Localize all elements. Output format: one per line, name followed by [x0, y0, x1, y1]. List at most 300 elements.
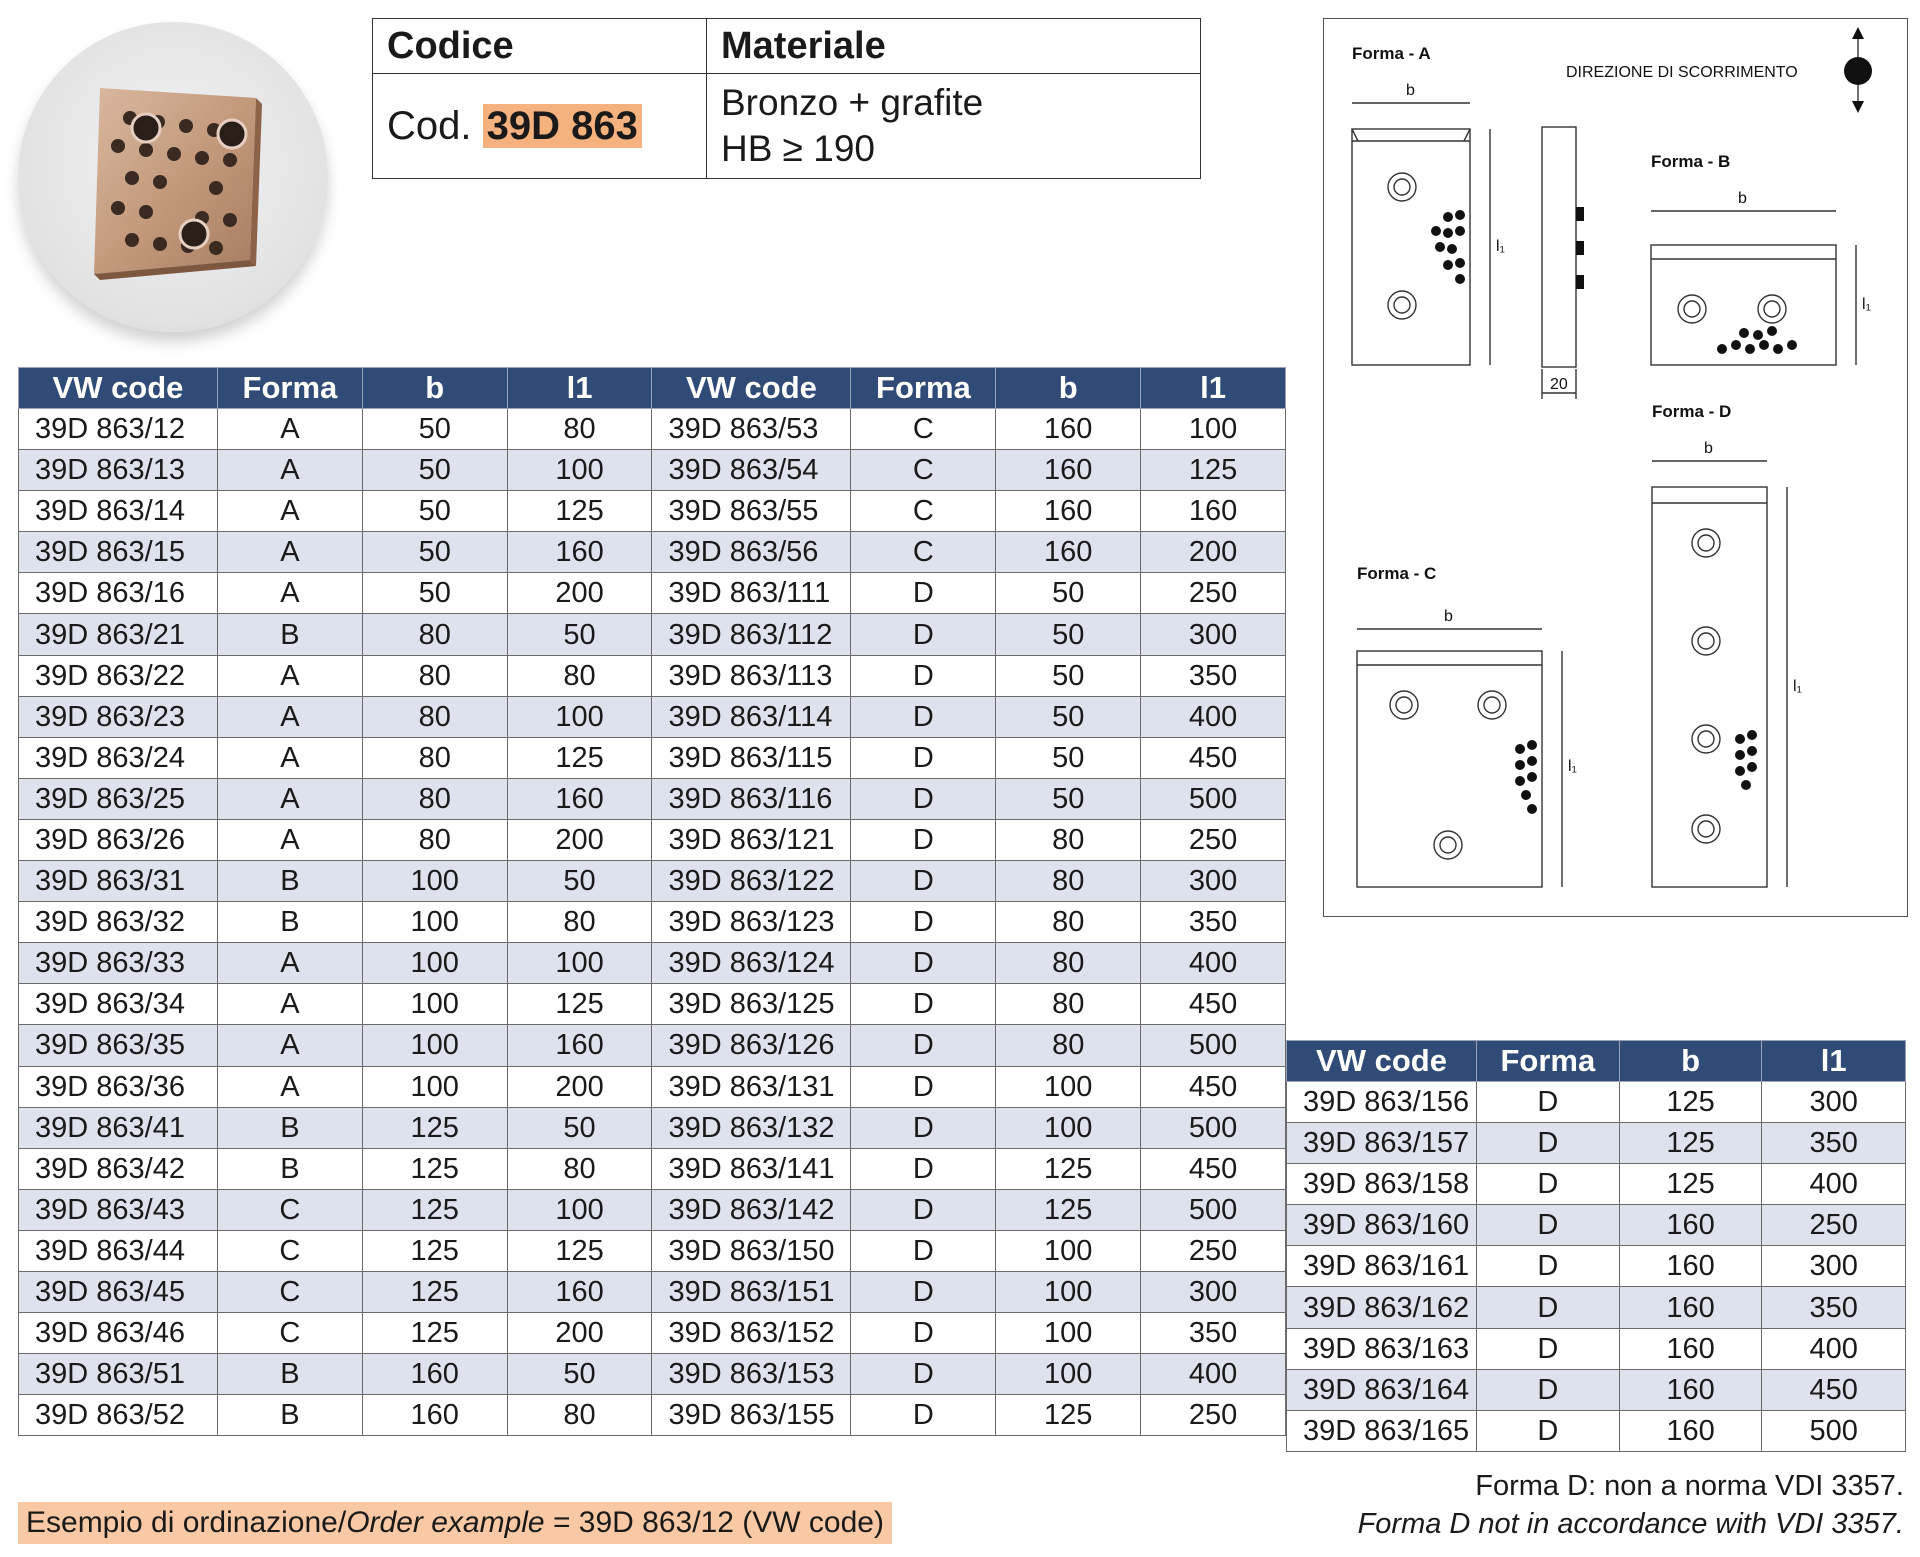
l1-cell: 160	[1141, 491, 1286, 532]
l1-cell: 125	[507, 491, 652, 532]
vw-code-cell: 39D 863/23	[19, 696, 218, 737]
l1-cell: 160	[507, 1271, 652, 1312]
l1-cell: 450	[1141, 737, 1286, 778]
l1-cell: 450	[1141, 1066, 1286, 1107]
b-cell: 160	[1619, 1328, 1762, 1369]
order-prefix: Esempio di ordinazione/	[26, 1506, 347, 1539]
dim-b-a: b	[1406, 82, 1415, 99]
vw-code-cell: 39D 863/14	[19, 491, 218, 532]
forma-cell: D	[851, 861, 996, 902]
b-cell: 160	[1619, 1410, 1762, 1451]
col-b: b	[362, 368, 507, 409]
l1-cell: 200	[507, 1313, 652, 1354]
b-cell: 50	[996, 655, 1141, 696]
l1-cell: 50	[507, 1354, 652, 1395]
vw-code-cell: 39D 863/126	[652, 1025, 851, 1066]
table-row	[19, 819, 1286, 860]
forma-cell: D	[1476, 1164, 1619, 1205]
vw-code-cell: 39D 863/36	[19, 1066, 218, 1107]
l1-cell: 80	[507, 1148, 652, 1189]
material-line2: HB ≥ 190	[721, 128, 875, 169]
l1-cell: 80	[507, 1395, 652, 1436]
forma-cell: D	[851, 1025, 996, 1066]
table-row	[19, 984, 1286, 1025]
b-cell: 50	[996, 778, 1141, 819]
b-cell: 50	[362, 573, 507, 614]
b-cell: 160	[996, 532, 1141, 573]
vw-code-cell: 39D 863/32	[19, 902, 218, 943]
l1-cell: 350	[1141, 1313, 1286, 1354]
cod-prefix: Cod.	[387, 103, 472, 148]
l1-cell: 200	[507, 1066, 652, 1107]
l1-cell: 125	[1141, 450, 1286, 491]
l1-cell: 125	[507, 737, 652, 778]
b-cell: 50	[996, 573, 1141, 614]
l1-cell: 400	[1762, 1164, 1906, 1205]
forma-cell: C	[851, 491, 996, 532]
l1-cell: 250	[1141, 819, 1286, 860]
vw-code-cell: 39D 863/161	[1287, 1246, 1477, 1287]
vw-code-cell: 39D 863/114	[652, 696, 851, 737]
forma-cell: A	[217, 943, 362, 984]
table-row	[19, 696, 1286, 737]
vw-code-cell: 39D 863/162	[1287, 1287, 1477, 1328]
forma-cell: C	[217, 1313, 362, 1354]
vw-code-cell: 39D 863/33	[19, 943, 218, 984]
forma-c-label: Forma - C	[1357, 564, 1437, 583]
forma-cell: C	[851, 450, 996, 491]
product-info-table	[372, 18, 1201, 179]
b-cell: 100	[362, 943, 507, 984]
l1-cell: 500	[1141, 1025, 1286, 1066]
b-cell: 125	[362, 1313, 507, 1354]
table-row	[19, 902, 1286, 943]
forma-cell: D	[1476, 1369, 1619, 1410]
material-line1: Bronzo + grafite	[721, 82, 984, 123]
vw-code-cell: 39D 863/35	[19, 1025, 218, 1066]
l1-cell: 125	[507, 1230, 652, 1271]
forma-cell: D	[851, 778, 996, 819]
col-forma: Forma	[217, 368, 362, 409]
col-l1: l1	[1762, 1041, 1906, 1082]
product-code-highlight: 39D 863	[483, 104, 642, 148]
l1-cell: 400	[1141, 943, 1286, 984]
vw-code-cell: 39D 863/21	[19, 614, 218, 655]
l1-cell: 300	[1141, 861, 1286, 902]
vw-code-cell: 39D 863/142	[652, 1189, 851, 1230]
table-row	[19, 1395, 1286, 1436]
b-cell: 50	[362, 532, 507, 573]
vw-code-cell: 39D 863/44	[19, 1230, 218, 1271]
table-row	[19, 1025, 1286, 1066]
b-cell: 125	[1619, 1123, 1762, 1164]
table-row	[19, 861, 1286, 902]
vw-code-cell: 39D 863/45	[19, 1271, 218, 1312]
b-cell: 50	[996, 614, 1141, 655]
forma-cell: D	[851, 1107, 996, 1148]
b-cell: 125	[362, 1189, 507, 1230]
b-cell: 80	[996, 819, 1141, 860]
col-l1: l1	[507, 368, 652, 409]
forma-cell: A	[217, 696, 362, 737]
vw-code-cell: 39D 863/151	[652, 1271, 851, 1312]
b-cell: 100	[362, 1066, 507, 1107]
vw-code-cell: 39D 863/164	[1287, 1369, 1477, 1410]
b-cell: 160	[1619, 1287, 1762, 1328]
b-cell: 100	[362, 902, 507, 943]
forms-drawing	[1324, 19, 1907, 916]
l1-cell: 100	[507, 1189, 652, 1230]
vw-code-cell: 39D 863/155	[652, 1395, 851, 1436]
vw-code-cell: 39D 863/132	[652, 1107, 851, 1148]
b-cell: 100	[996, 1066, 1141, 1107]
vw-code-cell: 39D 863/150	[652, 1230, 851, 1271]
product-photo	[18, 22, 328, 332]
b-cell: 80	[362, 819, 507, 860]
l1-cell: 100	[507, 943, 652, 984]
forma-cell: A	[217, 819, 362, 860]
forma-cell: A	[217, 450, 362, 491]
vw-code-cell: 39D 863/41	[19, 1107, 218, 1148]
l1-cell: 250	[1762, 1205, 1906, 1246]
l1-cell: 400	[1141, 696, 1286, 737]
dim-l1-b: l₁	[1862, 296, 1871, 313]
vw-code-cell: 39D 863/121	[652, 819, 851, 860]
forma-cell: D	[851, 1230, 996, 1271]
forma-a-label: Forma - A	[1352, 44, 1431, 63]
b-cell: 100	[362, 1025, 507, 1066]
vw-code-cell: 39D 863/125	[652, 984, 851, 1025]
forma-cell: D	[851, 1395, 996, 1436]
vw-code-cell: 39D 863/15	[19, 532, 218, 573]
forma-cell: D	[851, 1066, 996, 1107]
table-header-row	[1287, 1041, 1906, 1082]
col-forma: Forma	[851, 368, 996, 409]
l1-cell: 100	[507, 696, 652, 737]
l1-cell: 500	[1141, 778, 1286, 819]
table-row	[19, 1313, 1286, 1354]
vw-code-cell: 39D 863/160	[1287, 1205, 1477, 1246]
dim-l1-c: l₁	[1568, 758, 1577, 775]
forma-cell: D	[851, 655, 996, 696]
vw-code-cell: 39D 863/24	[19, 737, 218, 778]
b-cell: 125	[362, 1148, 507, 1189]
forma-cell: D	[1476, 1082, 1619, 1123]
l1-cell: 200	[1141, 532, 1286, 573]
l1-cell: 50	[507, 861, 652, 902]
forma-cell: D	[851, 696, 996, 737]
vw-code-cell: 39D 863/111	[652, 573, 851, 614]
codes-table-extra	[1286, 1040, 1906, 1452]
order-italic: Order example	[346, 1506, 545, 1539]
vw-code-cell: 39D 863/116	[652, 778, 851, 819]
table-row	[1287, 1328, 1906, 1369]
b-cell: 50	[362, 491, 507, 532]
b-cell: 80	[362, 778, 507, 819]
l1-cell: 160	[507, 1025, 652, 1066]
b-cell: 80	[996, 902, 1141, 943]
l1-cell: 300	[1762, 1246, 1906, 1287]
b-cell: 100	[362, 861, 507, 902]
b-cell: 100	[996, 1107, 1141, 1148]
forma-cell: D	[1476, 1328, 1619, 1369]
forma-cell: D	[851, 1271, 996, 1312]
b-cell: 50	[996, 737, 1141, 778]
forma-cell: A	[217, 655, 362, 696]
vw-code-cell: 39D 863/51	[19, 1354, 218, 1395]
l1-cell: 160	[507, 532, 652, 573]
note-english: Forma D not in accordance with VDI 3357.	[1357, 1508, 1904, 1540]
order-value: = 39D 863/12 (VW code)	[544, 1506, 884, 1539]
forma-d-label: Forma - D	[1652, 402, 1732, 421]
vw-code-cell: 39D 863/131	[652, 1066, 851, 1107]
bronze-plate-image	[18, 22, 328, 332]
forma-cell: A	[217, 737, 362, 778]
l1-cell: 50	[507, 614, 652, 655]
b-cell: 50	[996, 696, 1141, 737]
l1-cell: 100	[1141, 409, 1286, 450]
table-row	[19, 532, 1286, 573]
table-row	[1287, 1205, 1906, 1246]
b-cell: 100	[996, 1230, 1141, 1271]
vw-code-cell: 39D 863/46	[19, 1313, 218, 1354]
vw-code-cell: 39D 863/156	[1287, 1082, 1477, 1123]
l1-cell: 100	[507, 450, 652, 491]
b-cell: 125	[1619, 1164, 1762, 1205]
b-cell: 80	[996, 984, 1141, 1025]
col-b: b	[1619, 1041, 1762, 1082]
forma-cell: A	[217, 491, 362, 532]
b-cell: 160	[996, 450, 1141, 491]
forma-cell: A	[217, 409, 362, 450]
b-cell: 160	[1619, 1205, 1762, 1246]
table-row	[19, 737, 1286, 778]
forma-cell: D	[1476, 1205, 1619, 1246]
table-row	[19, 573, 1286, 614]
table-row	[19, 450, 1286, 491]
forma-cell: D	[1476, 1246, 1619, 1287]
b-cell: 160	[996, 491, 1141, 532]
forma-cell: A	[217, 1066, 362, 1107]
vw-code-cell: 39D 863/25	[19, 778, 218, 819]
table-row	[1287, 1164, 1906, 1205]
material-cell	[707, 74, 1201, 179]
col-b: b	[996, 368, 1141, 409]
b-cell: 80	[362, 696, 507, 737]
forma-cell: A	[217, 1025, 362, 1066]
forms-diagram	[1323, 18, 1908, 917]
col-l1: l1	[1141, 368, 1286, 409]
forma-cell: D	[851, 614, 996, 655]
vw-code-cell: 39D 863/42	[19, 1148, 218, 1189]
forma-cell: B	[217, 902, 362, 943]
forma-cell: D	[851, 1189, 996, 1230]
l1-cell: 200	[507, 573, 652, 614]
vw-code-cell: 39D 863/115	[652, 737, 851, 778]
vw-code-cell: 39D 863/52	[19, 1395, 218, 1436]
col-vw-code: VW code	[19, 368, 218, 409]
table-row	[19, 943, 1286, 984]
table-row	[19, 1354, 1286, 1395]
vw-code-cell: 39D 863/157	[1287, 1123, 1477, 1164]
vw-code-cell: 39D 863/165	[1287, 1410, 1477, 1451]
forma-cell: C	[217, 1230, 362, 1271]
l1-cell: 80	[507, 902, 652, 943]
forma-cell: D	[1476, 1287, 1619, 1328]
b-cell: 100	[996, 1271, 1141, 1312]
forma-cell: B	[217, 1107, 362, 1148]
col-forma: Forma	[1476, 1041, 1619, 1082]
table-row	[1287, 1123, 1906, 1164]
col-vw-code: VW code	[1287, 1041, 1477, 1082]
b-cell: 80	[362, 655, 507, 696]
b-cell: 100	[362, 984, 507, 1025]
l1-cell: 250	[1141, 573, 1286, 614]
l1-cell: 300	[1141, 614, 1286, 655]
forma-cell: D	[851, 984, 996, 1025]
table-row	[19, 1230, 1286, 1271]
table-row	[19, 491, 1286, 532]
b-cell: 80	[996, 1025, 1141, 1066]
b-cell: 80	[362, 614, 507, 655]
b-cell: 160	[996, 409, 1141, 450]
forma-cell: D	[1476, 1410, 1619, 1451]
forma-cell: D	[851, 1148, 996, 1189]
dim-l1-a: l₁	[1496, 238, 1505, 255]
forma-cell: D	[851, 573, 996, 614]
b-cell: 80	[362, 737, 507, 778]
l1-cell: 450	[1141, 1148, 1286, 1189]
b-cell: 125	[362, 1230, 507, 1271]
table-row	[19, 409, 1286, 450]
l1-cell: 300	[1762, 1082, 1906, 1123]
l1-cell: 500	[1141, 1189, 1286, 1230]
forma-cell: A	[217, 532, 362, 573]
b-cell: 50	[362, 409, 507, 450]
vw-code-cell: 39D 863/113	[652, 655, 851, 696]
forma-cell: A	[217, 573, 362, 614]
l1-cell: 50	[507, 1107, 652, 1148]
forma-cell: B	[217, 614, 362, 655]
l1-cell: 250	[1141, 1395, 1286, 1436]
vw-code-cell: 39D 863/55	[652, 491, 851, 532]
table-row	[1287, 1287, 1906, 1328]
table-row	[19, 1189, 1286, 1230]
vw-code-cell: 39D 863/141	[652, 1148, 851, 1189]
b-cell: 80	[996, 943, 1141, 984]
note-italian: Forma D: non a norma VDI 3357.	[1475, 1470, 1904, 1502]
table-row	[19, 655, 1286, 696]
table-row	[19, 1107, 1286, 1148]
vw-code-cell: 39D 863/13	[19, 450, 218, 491]
b-cell: 125	[996, 1148, 1141, 1189]
vw-code-cell: 39D 863/16	[19, 573, 218, 614]
vw-code-cell: 39D 863/12	[19, 409, 218, 450]
l1-cell: 250	[1141, 1230, 1286, 1271]
vw-code-cell: 39D 863/43	[19, 1189, 218, 1230]
forma-cell: A	[217, 984, 362, 1025]
dim-b-c: b	[1444, 608, 1453, 625]
table-row	[19, 1148, 1286, 1189]
l1-cell: 500	[1762, 1410, 1906, 1451]
vw-code-cell: 39D 863/123	[652, 902, 851, 943]
b-cell: 100	[996, 1313, 1141, 1354]
b-cell: 125	[996, 1189, 1141, 1230]
l1-cell: 160	[507, 778, 652, 819]
forma-cell: D	[851, 1354, 996, 1395]
forma-cell: C	[217, 1271, 362, 1312]
direction-label: DIREZIONE DI SCORRIMENTO	[1566, 64, 1798, 81]
vw-code-cell: 39D 863/124	[652, 943, 851, 984]
vw-code-cell: 39D 863/152	[652, 1313, 851, 1354]
table-row	[19, 1271, 1286, 1312]
vw-code-cell: 39D 863/158	[1287, 1164, 1477, 1205]
l1-cell: 125	[507, 984, 652, 1025]
b-cell: 80	[996, 861, 1141, 902]
table-row	[19, 1066, 1286, 1107]
forma-cell: D	[851, 1313, 996, 1354]
b-cell: 160	[362, 1354, 507, 1395]
vw-code-cell: 39D 863/26	[19, 819, 218, 860]
b-cell: 125	[362, 1107, 507, 1148]
b-cell: 100	[996, 1354, 1141, 1395]
b-cell: 125	[1619, 1082, 1762, 1123]
l1-cell: 350	[1141, 902, 1286, 943]
materiale-header: Materiale	[707, 19, 1201, 74]
vw-code-cell: 39D 863/163	[1287, 1328, 1477, 1369]
forma-cell: D	[851, 737, 996, 778]
vw-code-cell: 39D 863/22	[19, 655, 218, 696]
forma-cell: B	[217, 861, 362, 902]
b-cell: 160	[1619, 1369, 1762, 1410]
vw-code-cell: 39D 863/34	[19, 984, 218, 1025]
dim-b-b: b	[1738, 190, 1747, 207]
forma-cell: A	[217, 778, 362, 819]
forma-cell: C	[851, 532, 996, 573]
dim-thickness: 20	[1550, 376, 1568, 393]
l1-cell: 80	[507, 655, 652, 696]
vw-code-cell: 39D 863/112	[652, 614, 851, 655]
vw-code-cell: 39D 863/122	[652, 861, 851, 902]
l1-cell: 500	[1141, 1107, 1286, 1148]
l1-cell: 450	[1762, 1369, 1906, 1410]
col-vw-code: VW code	[652, 368, 851, 409]
codice-header: Codice	[373, 19, 707, 74]
b-cell: 125	[362, 1271, 507, 1312]
table-header-row	[19, 368, 1286, 409]
vw-code-cell: 39D 863/53	[652, 409, 851, 450]
vw-code-cell: 39D 863/54	[652, 450, 851, 491]
vw-code-cell: 39D 863/153	[652, 1354, 851, 1395]
l1-cell: 350	[1762, 1287, 1906, 1328]
forma-cell: B	[217, 1148, 362, 1189]
forma-cell: C	[217, 1189, 362, 1230]
forma-cell: D	[1476, 1123, 1619, 1164]
l1-cell: 400	[1762, 1328, 1906, 1369]
table-row	[1287, 1369, 1906, 1410]
l1-cell: 80	[507, 409, 652, 450]
table-row	[1287, 1410, 1906, 1451]
forma-cell: B	[217, 1395, 362, 1436]
b-cell: 125	[996, 1395, 1141, 1436]
forma-cell: D	[851, 902, 996, 943]
l1-cell: 200	[507, 819, 652, 860]
forma-cell: C	[851, 409, 996, 450]
b-cell: 160	[362, 1395, 507, 1436]
table-row	[19, 614, 1286, 655]
order-example	[18, 1502, 892, 1544]
l1-cell: 300	[1141, 1271, 1286, 1312]
